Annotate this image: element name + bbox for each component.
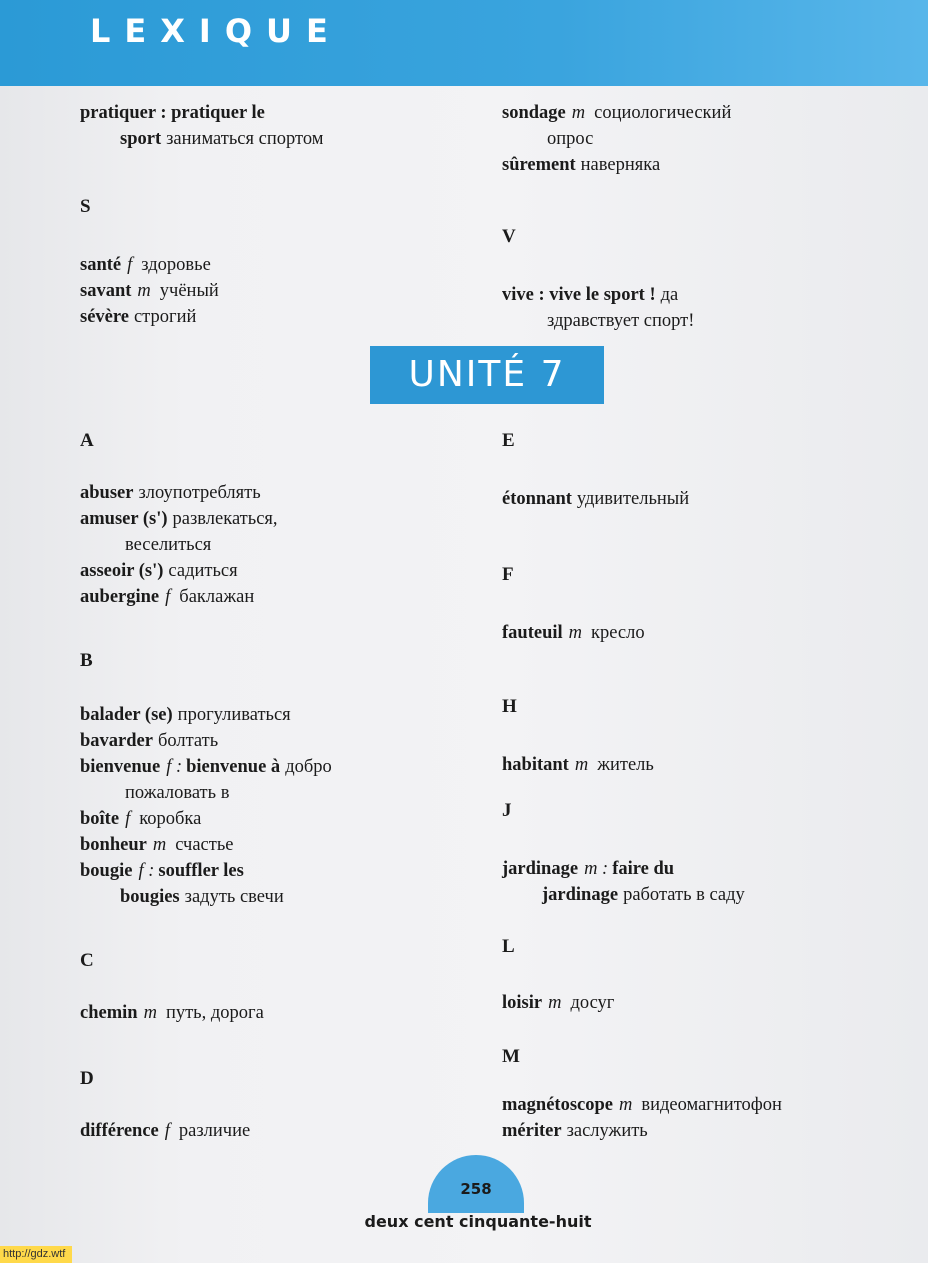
lexicon-entry (502, 486, 689, 512)
entry-line (502, 755, 654, 775)
entry-line (80, 1121, 250, 1141)
entry-translation: удивительный (576, 489, 690, 509)
entry-gender: f (165, 587, 171, 607)
entry-word: sévère (80, 307, 129, 327)
entry-word: savant (80, 281, 132, 301)
entry-line (80, 103, 265, 123)
entry-line (80, 307, 196, 327)
entry-word: habitant (502, 755, 569, 775)
entry-word: boîte (80, 809, 120, 829)
entry-line (80, 861, 244, 881)
entry-line (502, 489, 689, 509)
entry-line (80, 705, 291, 725)
lexicon-entry (80, 480, 261, 506)
entry-word: jardinage (502, 859, 579, 879)
entry-translation: коробка (139, 809, 202, 829)
section-letter: V (502, 226, 516, 247)
entry-translation: садиться (168, 561, 238, 581)
entry-word: pratiquer : pratiquer le (80, 103, 265, 123)
entry-continuation (80, 532, 278, 558)
lexicon-entry (80, 278, 219, 304)
entry-translation: различие (178, 1121, 251, 1141)
lexicon-entry (80, 702, 291, 728)
entry-translation: пожаловать в (125, 783, 230, 803)
entry-line (80, 281, 219, 301)
entry-word: faire du (612, 859, 675, 879)
entry-gender: m : (584, 859, 609, 879)
entry-translation: путь, дорога (165, 1003, 264, 1023)
entry-gender: m (548, 993, 562, 1013)
section-letter: H (502, 696, 517, 717)
entry-line (80, 561, 238, 581)
entry-word: mériter (502, 1121, 562, 1141)
entry-word: bougies (120, 887, 180, 907)
entry-line (502, 285, 678, 305)
page-number-words: deux cent cinquante-huit (364, 1212, 592, 1231)
entry-gender: m (137, 281, 151, 301)
entry-word: différence (80, 1121, 159, 1141)
entry-gender: m (152, 835, 167, 855)
entry-line (80, 587, 254, 607)
lexicon-entry (502, 1118, 648, 1144)
section-letter: S (80, 196, 91, 217)
entry-word: chemin (80, 1003, 138, 1023)
entry-line (80, 483, 261, 503)
entry-translation: заслужить (566, 1121, 648, 1141)
lexicon-entry (502, 100, 731, 152)
entry-word: loisir (502, 993, 543, 1013)
entry-gender: m (143, 1003, 157, 1023)
entry-line (80, 835, 234, 855)
lexicon-entry (80, 1118, 250, 1144)
entry-word: sûrement (502, 155, 576, 175)
entry-gender: f (164, 1121, 170, 1141)
entry-line (502, 623, 645, 643)
entry-gender: f (125, 809, 131, 829)
lexicon-entry (502, 620, 645, 646)
section-letter: L (502, 936, 515, 957)
entry-translation: развлекаться, (172, 509, 278, 529)
entry-translation: видеомагнитофон (641, 1095, 782, 1115)
entry-word: balader (se) (80, 705, 173, 725)
section-letter: M (502, 1046, 520, 1067)
unit-banner: UNITÉ 7 (370, 346, 604, 404)
entry-gender: m (618, 1095, 633, 1115)
entry-word: asseoir (s') (80, 561, 164, 581)
lexicon-entry (80, 100, 323, 152)
section-letter: J (502, 800, 512, 821)
lexicon-entry (502, 152, 660, 178)
entry-word: sondage (502, 103, 566, 123)
section-letter: B (80, 650, 93, 671)
lexicon-entry (80, 832, 234, 858)
page-number: 258 (460, 1180, 492, 1198)
entry-word: bienvenue à (186, 757, 281, 777)
entry-continuation (502, 882, 745, 908)
entry-gender: m (568, 623, 583, 643)
entry-translation: досуг (570, 993, 615, 1013)
lexicon-entry (80, 754, 332, 806)
entry-translation: веселиться (125, 535, 212, 555)
entry-translation: строгий (133, 307, 197, 327)
header-band (0, 0, 928, 86)
entry-translation: задуть свечи (184, 887, 284, 907)
section-letter: C (80, 950, 94, 971)
entry-word: aubergine (80, 587, 160, 607)
entry-word: bavarder (80, 731, 153, 751)
entry-line (80, 731, 218, 751)
page-title: LEXIQUE (90, 12, 342, 50)
lexicon-entry (80, 728, 218, 754)
section-letter: F (502, 564, 514, 585)
lexicon-entry (80, 584, 254, 610)
entry-translation: житель (597, 755, 654, 775)
entry-line (502, 103, 731, 123)
entry-continuation (502, 308, 694, 334)
entry-word: abuser (80, 483, 134, 503)
lexicon-entry (502, 856, 745, 908)
entry-line (502, 1095, 782, 1115)
entry-word: bonheur (80, 835, 147, 855)
section-letter: D (80, 1068, 94, 1089)
lexicon-entry (502, 752, 654, 778)
watermark-link[interactable]: http://gdz.wtf (0, 1246, 72, 1263)
entry-translation: добро (285, 757, 332, 777)
entry-continuation (80, 126, 323, 152)
entry-word: santé (80, 255, 122, 275)
entry-translation: да (660, 285, 679, 305)
entry-translation: здравствует спорт! (547, 311, 695, 331)
entry-translation: кресло (591, 623, 645, 643)
entry-continuation (80, 884, 284, 910)
entry-gender: m (571, 103, 586, 123)
entry-translation: социологический (594, 103, 732, 123)
entry-line (502, 155, 660, 175)
entry-gender: f (127, 255, 133, 275)
entry-translation: прогуливаться (177, 705, 291, 725)
entry-line (80, 509, 278, 529)
entry-word: bougie (80, 861, 133, 881)
entry-line (80, 1003, 264, 1023)
entry-translation: заниматься спортом (166, 129, 324, 149)
lexicon-entry (80, 1000, 264, 1026)
lexicon-entry (80, 558, 238, 584)
lexicon-entry (502, 990, 614, 1016)
entry-word: fauteuil (502, 623, 563, 643)
entry-word: souffler les (158, 861, 244, 881)
entry-line (80, 255, 211, 275)
entry-translation: злоупотреблять (138, 483, 261, 503)
entry-gender: f : (138, 861, 155, 881)
entry-continuation (80, 780, 332, 806)
entry-word: bienvenue (80, 757, 161, 777)
section-letter: A (80, 430, 94, 451)
entry-translation: болтать (157, 731, 219, 751)
entry-line (502, 859, 674, 879)
lexicon-entry (80, 506, 278, 558)
entry-translation: учёный (159, 281, 219, 301)
entry-word: amuser (s') (80, 509, 168, 529)
entry-word: étonnant (502, 489, 572, 509)
entry-line (502, 1121, 648, 1141)
lexicon-entry (502, 282, 694, 334)
entry-translation: опрос (547, 129, 594, 149)
entry-translation: наверняка (580, 155, 661, 175)
entry-word: sport (120, 129, 162, 149)
entry-word: magnétoscope (502, 1095, 613, 1115)
entry-line (502, 993, 614, 1013)
lexicon-entry (80, 252, 211, 278)
entry-word: jardinage (542, 885, 619, 905)
lexicon-entry (80, 858, 284, 910)
section-letter: E (502, 430, 515, 451)
entry-gender: f : (166, 757, 183, 777)
entry-line (80, 757, 332, 777)
lexicon-entry (80, 304, 196, 330)
entry-translation: счастье (175, 835, 234, 855)
entry-line (80, 809, 201, 829)
lexicon-entry (502, 1092, 782, 1118)
entry-translation: здоровье (141, 255, 211, 275)
entry-word: vive : vive le sport ! (502, 285, 656, 305)
entry-continuation (502, 126, 731, 152)
entry-translation: баклажан (179, 587, 255, 607)
entry-gender: m (574, 755, 589, 775)
entry-translation: работать в саду (623, 885, 745, 905)
lexicon-entry (80, 806, 201, 832)
